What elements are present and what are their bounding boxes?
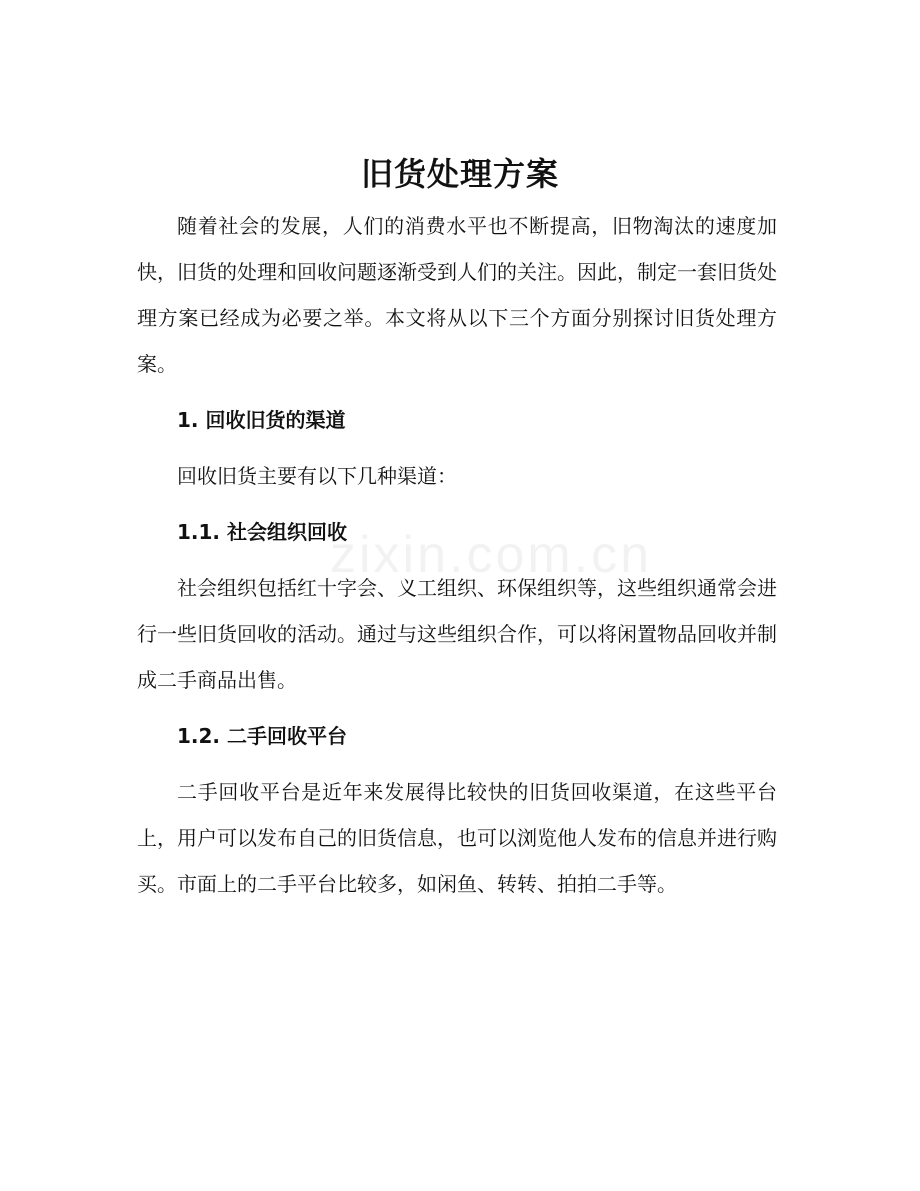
section-1-intro: 回收旧货主要有以下几种渠道： [177, 464, 457, 488]
section-1-2-body: 二手回收平台是近年来发展得比较快的旧货回收渠道，在这些平台上，用户可以发布自己的旧货信息，也可以浏览他人发布的信息并进行购买。市面上的二手平台比较多，如闲鱼、转转、拍拍二手等。 [137, 780, 777, 896]
section-1-1-body: 社会组织包括红十字会、义工组织、环保组织等，这些组织通常会进行一些旧货回收的活动。通过与这些组织合作，可以将闲置物品回收并制成二手商品出售。 [137, 576, 777, 692]
document-title: 旧货处理方案 [360, 155, 559, 193]
section-1-heading: 1. 回收旧货的渠道 [177, 408, 346, 432]
section-1-1-heading: 1.1. 社会组织回收 [177, 520, 347, 544]
section-1-2-heading: 1.2. 二手回收平台 [177, 724, 347, 748]
watermark: zixin.com.cn [330, 526, 653, 584]
intro-paragraph: 随着社会的发展，人们的消费水平也不断提高，旧物淘汰的速度加快，旧货的处理和回收问题逐渐受到人们的关注。因此，制定一套旧货处理方案已经成为必要之举。本文将从以下三个方面分别探讨旧货处理方案。 [137, 214, 777, 376]
document-body [137, 203, 777, 907]
